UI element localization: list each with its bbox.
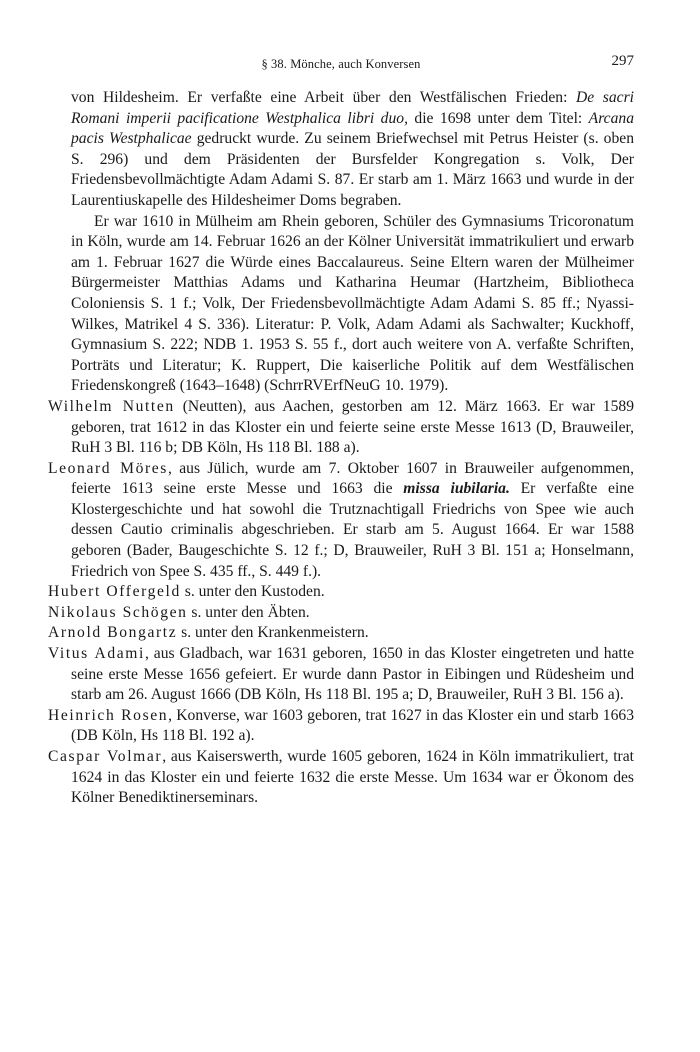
text-run: gedruckt wurde. Zu seinem Briefwechsel mit Petrus Heister (s. oben S. 296) und dem Präsidenten der Bursfelder Kongregation s. Volk, Der Friedensbevollmächtigte Adam Adami S. 87. Er starb am 1. März 1663 und wurde in der Laurentiuskapelle des Hildesheimer Doms begraben. — [71, 130, 634, 209]
entry-name: Wilhelm Nutten — [48, 397, 175, 415]
entry-nutten — [48, 397, 634, 459]
entry-bongartz — [48, 623, 634, 644]
entry-text: Er verfaßte eine Klostergeschichte und hat sowohl die Trutznachtigall Friedrichs von Spee wie auch dessen Cautio criminalis abgeschrieben. Er starb am 5. August 1664. Er war 1588 geboren (Bader, Baugeschichte S. 12 f.; D, Brauweiler, RuH 3 Bl. 151 a; Honselmann, Friedrich von Spee S. 435 ff., S. 449 f.). — [71, 480, 635, 580]
entry-text: , aus Jülich, wurde am 7. Oktober 1607 in Brauweiler aufgenommen, feierte 1613 seine erste Messe und 1663 die — [71, 459, 634, 498]
entry-name: Leonard Möres — [48, 459, 168, 477]
entry-volmar — [48, 747, 634, 809]
text-run: von Hildesheim. Er verfaßte eine Arbeit über den Westfälischen Frieden: — [71, 89, 577, 106]
entry-text: , Konverse, war 1603 geboren, trat 1627 in das Kloster ein und starb 1663 (DB Köln, Hs 118 Bl. 192 a). — [71, 706, 634, 745]
italic-title: Arcana pacis Westphalicae — [71, 109, 634, 148]
entry-text: s. unter den Krankenmeistern. — [177, 624, 369, 642]
running-header — [48, 50, 634, 74]
entry-text: s. unter den Kustoden. — [180, 583, 325, 601]
entry-adami — [48, 644, 634, 706]
body-text — [48, 88, 634, 809]
paragraph-continued — [48, 88, 634, 212]
entry-name: Caspar Volmar — [48, 748, 163, 765]
entry-schoegen — [48, 603, 634, 624]
entry-name: Arnold Bongartz — [48, 624, 178, 642]
paragraph-biography: Er war 1610 in Mülheim am Rhein geboren, Schüler des Gymnasiums Tricoronatum in Köln, wurde am 14. Februar 1626 an der Kölner Universität immatrikuliert und erwarb am 1. Februar 1627 die Würde eines Baccalaureus. Seine Eltern waren der Mülheimer Bürgermeister Matthias Adams und Katharina Heumar (Hartzheim, Bibliotheca Coloniensis S. 1 f.; Volk, Der Friedensbevollmächtigte Adam Adami S. 85 ff.; Nyassi-Wilkes, Matrikel 4 S. 336). Literatur: P. Volk, Adam Adami als Sachwalter; Kuckhoff, Gymnasium S. 222; NDB 1. 1953 S. 55 f., dort auch weitere von A. verfaßte Schriften, Porträts und Literatur; K. Ruppert, Die kaiserliche Politik auf dem Westfälischen Friedenskongreß (1643–1648) (SchrrRVErfNeuG 10. 1979). — [71, 212, 634, 395]
entry-name: Nikolaus Schögen — [48, 603, 188, 621]
entry-text: , aus Kaiserswerth, wurde 1605 geboren, 1624 in Köln immatrikuliert, trat 1624 in das Kloster ein und feierte 1632 die erste Messe. Um 1634 war er Ökonom des Kölner Benediktinerseminars. — [71, 748, 634, 807]
entry-text: , aus Gladbach, war 1631 geboren, 1650 in das Kloster eingetreten und hatte seine erste Messe 1656 gefeiert. Er wurde dann Pastor in Eibingen und Rüdesheim und starb am 26. August 1666 (DB Köln, Hs 118 Bl. 195 a; D, Brauweiler, RuH 3 Bl. 156 a). — [71, 645, 634, 704]
entry-moeres — [48, 459, 634, 583]
section-title: § 38. Mönche, auch Konversen — [261, 57, 421, 71]
page-number: 297 — [611, 53, 634, 69]
entry-text: s. unter den Äbten. — [187, 603, 310, 621]
entry-name: Hubert Offergeld — [48, 583, 181, 601]
entry-rosen — [48, 706, 634, 747]
text-run: die 1698 unter dem Titel: — [407, 109, 589, 127]
italic-title: De sacri Romani imperii pacificatione Westphalica libri duo, — [71, 89, 634, 127]
entry-text: (Neutten), aus Aachen, gestorben am 12. März 1663. Er war 1589 geboren, trat 1612 in das Kloster ein und feierte seine erste Messe 1613 (D, Brauweiler, RuH 3 Bl. 116 b; DB Köln, Hs 118 Bl. 188 a). — [71, 397, 634, 457]
italic-term: missa iubilaria. — [403, 480, 510, 498]
entry-name: Heinrich Rosen — [48, 706, 169, 724]
entry-offergeld — [48, 582, 634, 603]
entry-name: Vitus Adami — [48, 645, 145, 663]
